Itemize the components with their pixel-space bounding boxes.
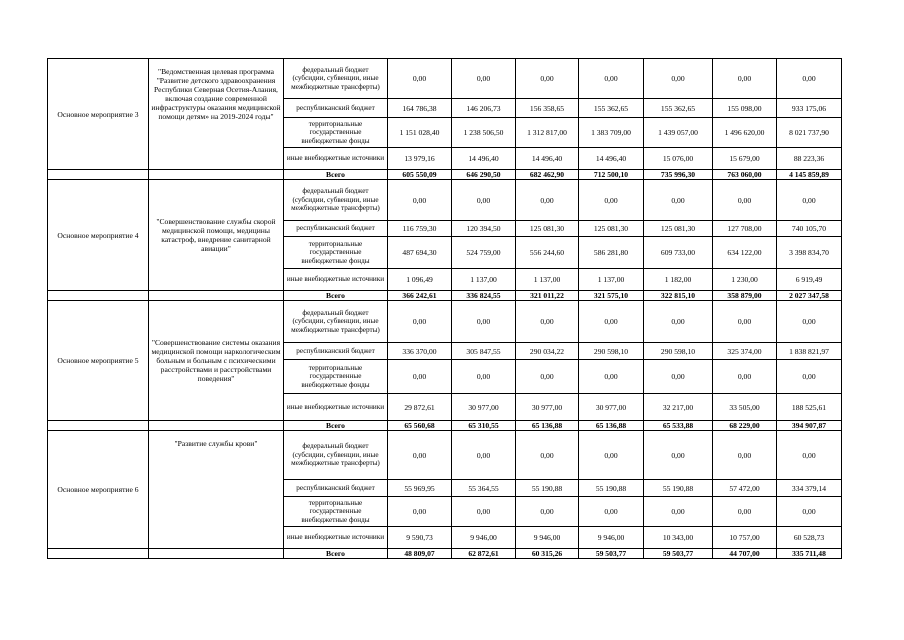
- budget-table: [47, 58, 842, 559]
- funding-source: республиканский бюджет: [284, 343, 388, 360]
- value-cell: 0,00: [777, 431, 842, 480]
- funding-source: республиканский бюджет: [284, 480, 388, 497]
- budget-table-body: [48, 59, 842, 559]
- value-cell: 10 343,00: [644, 527, 713, 549]
- value-cell: 1 137,00: [452, 269, 516, 291]
- total-value-cell: 60 315,26: [516, 549, 579, 559]
- funding-source: иные внебюджетные источники: [284, 148, 388, 170]
- total-row: [48, 549, 842, 559]
- value-cell: 0,00: [579, 301, 644, 343]
- value-cell: 0,00: [516, 497, 579, 527]
- funding-source: федеральный бюджет (субсидии, субвенции, иные межбюджетные трансферты): [284, 180, 388, 221]
- funding-source: республиканский бюджет: [284, 99, 388, 118]
- value-cell: 0,00: [644, 431, 713, 480]
- blank-cell: [149, 549, 284, 559]
- value-cell: 0,00: [516, 360, 579, 394]
- value-cell: 10 757,00: [713, 527, 777, 549]
- value-cell: 0,00: [579, 431, 644, 480]
- value-cell: 125 081,30: [516, 221, 579, 237]
- table-row: [48, 301, 842, 343]
- total-value-cell: 646 290,50: [452, 170, 516, 180]
- blank-cell: [48, 549, 149, 559]
- value-cell: 1 383 709,00: [579, 118, 644, 148]
- total-value-cell: 322 815,10: [644, 291, 713, 301]
- value-cell: 0,00: [644, 497, 713, 527]
- value-cell: 0,00: [777, 180, 842, 221]
- measure-description: "Совершенствование службы скорой медицинской помощи, медицины катастроф, внедрение санитарной авиации": [149, 180, 284, 291]
- total-label: Всего: [284, 421, 388, 431]
- funding-source: федеральный бюджет (субсидии, субвенции, иные межбюджетные трансферты): [284, 301, 388, 343]
- value-cell: 8 021 737,90: [777, 118, 842, 148]
- funding-source: территориальные государственные внебюджетные фонды: [284, 360, 388, 394]
- value-cell: 1 137,00: [516, 269, 579, 291]
- value-cell: 0,00: [516, 59, 579, 99]
- value-cell: 290 598,10: [644, 343, 713, 360]
- funding-source: республиканский бюджет: [284, 221, 388, 237]
- total-value-cell: 44 707,00: [713, 549, 777, 559]
- value-cell: 0,00: [777, 360, 842, 394]
- funding-source: территориальные государственные внебюджетные фонды: [284, 497, 388, 527]
- value-cell: 0,00: [579, 360, 644, 394]
- value-cell: 0,00: [452, 180, 516, 221]
- value-cell: 32 217,00: [644, 394, 713, 421]
- value-cell: 0,00: [644, 180, 713, 221]
- value-cell: 0,00: [388, 360, 452, 394]
- value-cell: 156 358,65: [516, 99, 579, 118]
- total-value-cell: 321 575,10: [579, 291, 644, 301]
- value-cell: 125 081,30: [644, 221, 713, 237]
- value-cell: 0,00: [516, 180, 579, 221]
- value-cell: 325 374,00: [713, 343, 777, 360]
- value-cell: 0,00: [644, 59, 713, 99]
- value-cell: 9 590,73: [388, 527, 452, 549]
- value-cell: 0,00: [388, 497, 452, 527]
- value-cell: 57 472,00: [713, 480, 777, 497]
- blank-cell: [149, 170, 284, 180]
- value-cell: 9 946,00: [516, 527, 579, 549]
- value-cell: 15 076,00: [644, 148, 713, 170]
- total-value-cell: 65 136,88: [516, 421, 579, 431]
- value-cell: 0,00: [777, 59, 842, 99]
- blank-cell: [149, 421, 284, 431]
- value-cell: 55 190,88: [516, 480, 579, 497]
- value-cell: 0,00: [579, 180, 644, 221]
- total-value-cell: 2 027 347,58: [777, 291, 842, 301]
- table-row: [48, 180, 842, 221]
- value-cell: 0,00: [713, 497, 777, 527]
- value-cell: 556 244,60: [516, 237, 579, 269]
- value-cell: 609 733,00: [644, 237, 713, 269]
- total-label: Всего: [284, 291, 388, 301]
- value-cell: 0,00: [713, 301, 777, 343]
- value-cell: 1 230,00: [713, 269, 777, 291]
- measure-description: "Совершенствование системы оказания медицинской помощи наркологическим больным и больным с психическими расстройствами и расстройствами поведения": [149, 301, 284, 421]
- value-cell: 125 081,30: [579, 221, 644, 237]
- value-cell: 30 977,00: [452, 394, 516, 421]
- value-cell: 188 525,61: [777, 394, 842, 421]
- value-cell: 120 394,50: [452, 221, 516, 237]
- value-cell: 933 175,06: [777, 99, 842, 118]
- funding-source: федеральный бюджет (субсидии, субвенции, иные межбюджетные трансферты): [284, 431, 388, 480]
- value-cell: 1 182,00: [644, 269, 713, 291]
- table-row: [48, 59, 842, 99]
- total-value-cell: 48 809,07: [388, 549, 452, 559]
- total-row: [48, 421, 842, 431]
- value-cell: 0,00: [516, 301, 579, 343]
- value-cell: 30 977,00: [516, 394, 579, 421]
- value-cell: 0,00: [452, 497, 516, 527]
- measure-description: "Ведомственная целевая программа "Развитие детского здравоохранения Республики Северная Осетия-Алания, включая создание современной инфраструктуры оказания медицинской помощи детям» на 2019-2024 годы": [149, 59, 284, 170]
- value-cell: 3 398 834,70: [777, 237, 842, 269]
- value-cell: 487 694,30: [388, 237, 452, 269]
- value-cell: 290 598,10: [579, 343, 644, 360]
- measure-name: Основное мероприятие 6: [48, 431, 149, 549]
- measure-description: "Развитие службы крови": [149, 431, 284, 549]
- value-cell: 29 872,61: [388, 394, 452, 421]
- total-value-cell: 65 560,68: [388, 421, 452, 431]
- value-cell: 0,00: [777, 301, 842, 343]
- value-cell: 55 364,55: [452, 480, 516, 497]
- value-cell: 1 096,49: [388, 269, 452, 291]
- value-cell: 740 105,70: [777, 221, 842, 237]
- value-cell: 88 223,36: [777, 148, 842, 170]
- measure-name: Основное мероприятие 5: [48, 301, 149, 421]
- value-cell: 0,00: [579, 59, 644, 99]
- total-label: Всего: [284, 170, 388, 180]
- funding-source: федеральный бюджет (субсидии, субвенции, иные межбюджетные трансферты): [284, 59, 388, 99]
- value-cell: 1 137,00: [579, 269, 644, 291]
- value-cell: 30 977,00: [579, 394, 644, 421]
- value-cell: 634 122,00: [713, 237, 777, 269]
- value-cell: 0,00: [388, 431, 452, 480]
- total-value-cell: 394 907,87: [777, 421, 842, 431]
- value-cell: 0,00: [452, 431, 516, 480]
- total-value-cell: 712 500,10: [579, 170, 644, 180]
- value-cell: 0,00: [452, 59, 516, 99]
- value-cell: 14 496,40: [579, 148, 644, 170]
- funding-source: иные внебюджетные источники: [284, 269, 388, 291]
- value-cell: 9 946,00: [579, 527, 644, 549]
- value-cell: 116 759,30: [388, 221, 452, 237]
- value-cell: 0,00: [516, 431, 579, 480]
- value-cell: 1 439 057,00: [644, 118, 713, 148]
- value-cell: 0,00: [777, 497, 842, 527]
- total-row: [48, 170, 842, 180]
- value-cell: 164 786,38: [388, 99, 452, 118]
- funding-source: территориальные государственные внебюджетные фонды: [284, 118, 388, 148]
- value-cell: 0,00: [452, 301, 516, 343]
- total-value-cell: 605 550,09: [388, 170, 452, 180]
- blank-cell: [48, 291, 149, 301]
- total-value-cell: 763 060,00: [713, 170, 777, 180]
- value-cell: 9 946,00: [452, 527, 516, 549]
- total-row: [48, 291, 842, 301]
- total-value-cell: 65 136,88: [579, 421, 644, 431]
- total-value-cell: 366 242,61: [388, 291, 452, 301]
- blank-cell: [149, 291, 284, 301]
- value-cell: 0,00: [452, 360, 516, 394]
- value-cell: 0,00: [713, 180, 777, 221]
- value-cell: 60 528,73: [777, 527, 842, 549]
- value-cell: 146 206,73: [452, 99, 516, 118]
- value-cell: 1 238 506,50: [452, 118, 516, 148]
- total-value-cell: 68 229,00: [713, 421, 777, 431]
- value-cell: 334 379,14: [777, 480, 842, 497]
- value-cell: 15 679,00: [713, 148, 777, 170]
- value-cell: 14 496,40: [452, 148, 516, 170]
- value-cell: 0,00: [388, 59, 452, 99]
- total-value-cell: 358 879,00: [713, 291, 777, 301]
- value-cell: 336 370,00: [388, 343, 452, 360]
- value-cell: 0,00: [644, 360, 713, 394]
- measure-name: Основное мероприятие 4: [48, 180, 149, 291]
- total-value-cell: 62 872,61: [452, 549, 516, 559]
- funding-source: иные внебюджетные источники: [284, 527, 388, 549]
- value-cell: 127 708,00: [713, 221, 777, 237]
- value-cell: 155 362,65: [644, 99, 713, 118]
- value-cell: 13 979,16: [388, 148, 452, 170]
- funding-source: иные внебюджетные источники: [284, 394, 388, 421]
- total-value-cell: 65 533,88: [644, 421, 713, 431]
- value-cell: 0,00: [579, 497, 644, 527]
- value-cell: 55 190,88: [644, 480, 713, 497]
- funding-source: территориальные государственные внебюджетные фонды: [284, 237, 388, 269]
- total-value-cell: 735 996,30: [644, 170, 713, 180]
- value-cell: 55 969,95: [388, 480, 452, 497]
- measure-name: Основное мероприятие 3: [48, 59, 149, 170]
- value-cell: 55 190,88: [579, 480, 644, 497]
- total-value-cell: 321 011,22: [516, 291, 579, 301]
- value-cell: 586 281,80: [579, 237, 644, 269]
- value-cell: 0,00: [644, 301, 713, 343]
- blank-cell: [48, 170, 149, 180]
- value-cell: 0,00: [713, 59, 777, 99]
- total-value-cell: 59 503,77: [579, 549, 644, 559]
- value-cell: 0,00: [713, 431, 777, 480]
- total-value-cell: 59 503,77: [644, 549, 713, 559]
- total-value-cell: 65 310,55: [452, 421, 516, 431]
- total-value-cell: 4 145 859,89: [777, 170, 842, 180]
- value-cell: 1 496 620,00: [713, 118, 777, 148]
- value-cell: 0,00: [388, 301, 452, 343]
- total-label: Всего: [284, 549, 388, 559]
- value-cell: 1 838 821,97: [777, 343, 842, 360]
- total-value-cell: 335 711,48: [777, 549, 842, 559]
- value-cell: 524 759,00: [452, 237, 516, 269]
- value-cell: 0,00: [388, 180, 452, 221]
- total-value-cell: 682 462,90: [516, 170, 579, 180]
- value-cell: 290 034,22: [516, 343, 579, 360]
- value-cell: 155 362,65: [579, 99, 644, 118]
- value-cell: 0,00: [713, 360, 777, 394]
- value-cell: 305 847,55: [452, 343, 516, 360]
- value-cell: 1 312 817,00: [516, 118, 579, 148]
- value-cell: 6 919,49: [777, 269, 842, 291]
- value-cell: 155 098,00: [713, 99, 777, 118]
- blank-cell: [48, 421, 149, 431]
- table-row: [48, 431, 842, 480]
- value-cell: 1 151 028,40: [388, 118, 452, 148]
- total-value-cell: 336 824,55: [452, 291, 516, 301]
- value-cell: 33 505,00: [713, 394, 777, 421]
- value-cell: 14 496,40: [516, 148, 579, 170]
